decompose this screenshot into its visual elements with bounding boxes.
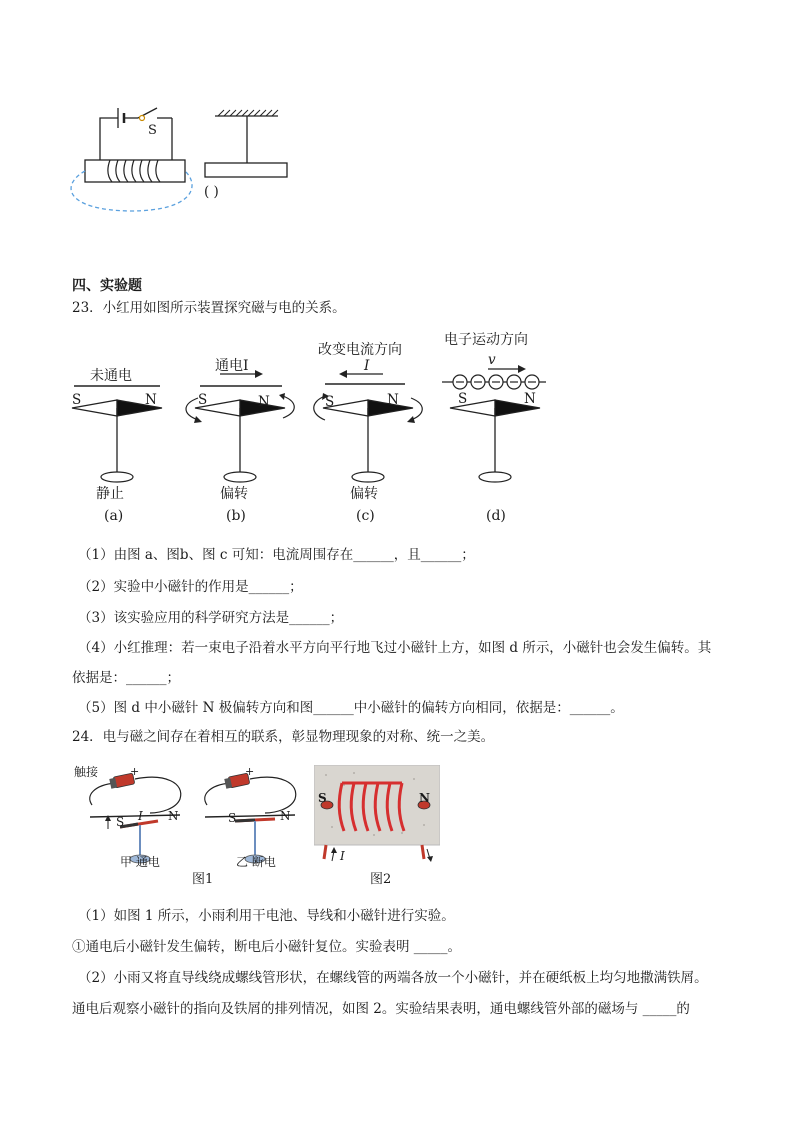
q24-fig1b-s: S [228, 811, 237, 825]
q23-d-velocity: v [488, 352, 496, 368]
q24-fig1b-n: N [280, 809, 291, 823]
needle-base [479, 472, 511, 482]
needle-base [101, 472, 133, 482]
q23-item-5: （5）图 d 中小磁针 N 极偏转方向和图______中小磁针的偏转方向相同，依据是：______。 [78, 700, 624, 716]
q23-d-pole-n: N [524, 391, 536, 407]
q23-b-tag: (b) [226, 508, 246, 524]
q24-figure-2-photo [314, 765, 440, 865]
q24-fig1b-plus: + [245, 765, 255, 778]
q24-item-2: （2）小雨又将直导线绕成螺线管形状，在螺线管的两端各放一个小磁针，并在硬纸板上均匀地撒满铁屑。 [78, 970, 708, 986]
q24-fig1-touch: 触接 [74, 765, 99, 779]
q23-c-state: 偏转 [350, 486, 378, 502]
q24-fig2-current: I [340, 849, 345, 863]
iron-core [85, 160, 185, 182]
q23-c-pole-s: S [325, 394, 335, 410]
q23-item-4-cont: 依据是：______； [72, 670, 180, 686]
q24-fig1-s: S [116, 815, 125, 829]
q23-b-pole-s: S [198, 392, 208, 408]
q24-fig2-label: 图2 [370, 872, 392, 887]
q24-fig2-s: S [318, 791, 327, 805]
q24-fig1-plus: + [130, 765, 140, 778]
q23-figure-c [305, 360, 430, 500]
q23-a-state: 静止 [96, 486, 124, 502]
q23-figure-b [180, 360, 300, 500]
q23-c-current: I [364, 358, 370, 374]
q23-d-tag: (d) [486, 508, 506, 524]
q23-stem: 23．小红用如图所示装置探究磁与电的关系。 [72, 300, 346, 316]
solenoid-figure [60, 90, 320, 225]
q23-c-wire-label: 改变电流方向 [318, 342, 402, 358]
section-title: 四、实验题 [72, 278, 142, 294]
q23-c-tag: (c) [356, 508, 375, 524]
q23-b-state: 偏转 [220, 486, 248, 502]
q23-item-2: （2）实验中小磁针的作用是______； [78, 579, 303, 595]
q23-b-pole-n: N [258, 394, 270, 410]
q24-stem: 24．电与磁之间存在着相互的联系，彰显物理现象的对称、统一之美。 [72, 729, 495, 745]
q24-item-1-sub: ①通电后小磁针发生偏转，断电后小磁针复位。实验表明 _____。 [72, 939, 462, 955]
hanging-magnet [205, 163, 287, 177]
q23-a-wire-label: 未通电 [90, 368, 132, 384]
q23-a-pole-n: N [145, 392, 157, 408]
rotation-arrow-right [283, 396, 294, 418]
q24-item-2-cont: 通电后观察小磁针的指向及铁屑的排列情况，如图 2。实验结果表明，通电螺线管外部的磁场与 _____的 [72, 1001, 690, 1017]
q24-fig1-n: N [168, 809, 179, 823]
q23-d-wire-label: 电子运动方向 [444, 332, 528, 348]
q23-item-4: （4）小红推理：若一束电子沿着水平方向平行地飞过小磁针上方，如图 d 所示，小磁针也会发生偏转。其 [78, 640, 712, 656]
switch-label: S [148, 123, 157, 138]
q23-b-wire-label: 通电I [215, 358, 249, 374]
q23-a-pole-s: S [72, 392, 82, 408]
q24-fig2-n: N [419, 791, 430, 805]
q24-fig1-caption-b: 乙 断电 [236, 855, 276, 869]
q23-d-pole-s: S [458, 391, 468, 407]
needle-base [224, 472, 256, 482]
q23-item-1: （1）由图 a、图b、图 c 可知：电流周围存在______，且______； [78, 547, 475, 563]
q24-fig1-current: I [138, 809, 143, 823]
q23-c-pole-n: N [387, 392, 399, 408]
q23-item-3: （3）该实验应用的科学研究方法是______； [78, 610, 344, 626]
needle-base [352, 472, 384, 482]
q24-fig1-caption-a: 甲 通电 [120, 855, 160, 869]
needle-s [450, 400, 495, 416]
q23-a-tag: (a) [104, 508, 124, 524]
answer-blank: ( ) [204, 184, 219, 200]
q24-fig1-label: 图1 [192, 872, 214, 887]
q24-item-1: （1）如图 1 所示，小雨利用干电池、导线和小磁针进行实验。 [78, 908, 455, 924]
